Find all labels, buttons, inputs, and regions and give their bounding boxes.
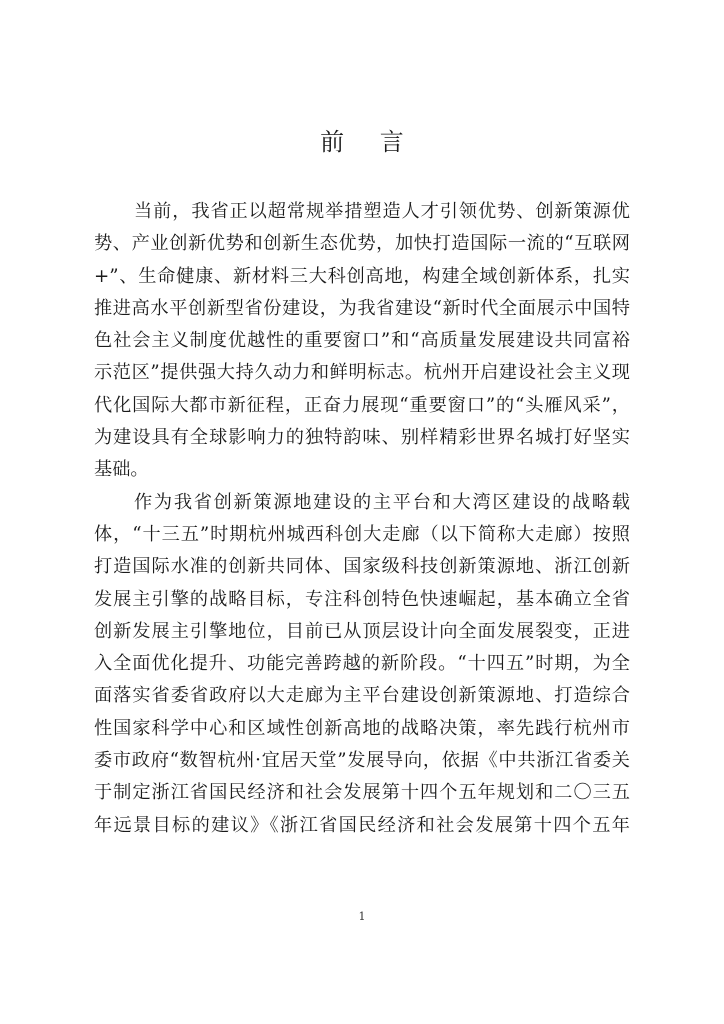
text-line: 示范区”提供强大持久动力和鲜明标志。杭州开启建设社会主义现 xyxy=(94,362,630,384)
paragraph-1 xyxy=(94,196,630,487)
page-number: 1 xyxy=(358,910,366,923)
text-line: 当前，我省正以超常规举措塑造人才引领优势、创新策源优 xyxy=(134,201,630,222)
body-text xyxy=(94,196,630,842)
paragraph-2 xyxy=(94,487,630,842)
text-line: 推进高水平创新型省份建设，为我省建设“新时代全面展示中国特 xyxy=(94,297,630,319)
text-line: 发展主引擎的战略目标，专注科创特色快速崛起，基本确立全省 xyxy=(94,588,630,610)
text-line: +”、生命健康、新材料三大科创高地，构建全域创新体系，扎实 xyxy=(94,265,630,287)
text-line: 打造国际水准的创新共同体、国家级科技创新策源地、浙江创新 xyxy=(94,556,630,578)
text-line: 势、产业创新优势和创新生态优势，加快打造国际一流的“互联网 xyxy=(94,233,630,255)
text-line: 色社会主义制度优越性的重要窗口”和“高质量发展建设共同富裕 xyxy=(94,330,630,352)
text-line: 作为我省创新策源地建设的主平台和大湾区建设的战略载 xyxy=(134,491,630,513)
text-line: 年远景目标的建议》《浙江省国民经济和社会发展第十四个五年 xyxy=(94,814,630,836)
page-title: 前 言 xyxy=(320,128,418,156)
text-line: 性国家科学中心和区域性创新高地的战略决策，率先践行杭州市 xyxy=(94,717,630,739)
text-line: 委市政府“数智杭州·宜居天堂”发展导向，依据《中共浙江省委关 xyxy=(94,750,630,772)
text-line: 面落实省委省政府以大走廊为主平台建设创新策源地、打造综合 xyxy=(94,685,630,707)
text-line: 于制定浙江省国民经济和社会发展第十四个五年规划和二〇三五 xyxy=(94,782,630,804)
text-line: 创新发展主引擎地位，目前已从顶层设计向全面发展裂变，正进 xyxy=(94,620,630,642)
text-line: 为建设具有全球影响力的独特韵味、别样精彩世界名城打好坚实 xyxy=(94,427,630,449)
text-line: 体，“十三五”时期杭州城西科创大走廊（以下简称大走廊）按照 xyxy=(94,523,630,545)
text-line: 基础。 xyxy=(94,459,149,481)
text-line: 代化国际大都市新征程，正奋力展现“重要窗口”的“头雁风采”， xyxy=(94,394,630,416)
text-line: 入全面优化提升、功能完善跨越的新阶段。“十四五”时期，为全 xyxy=(94,653,630,675)
